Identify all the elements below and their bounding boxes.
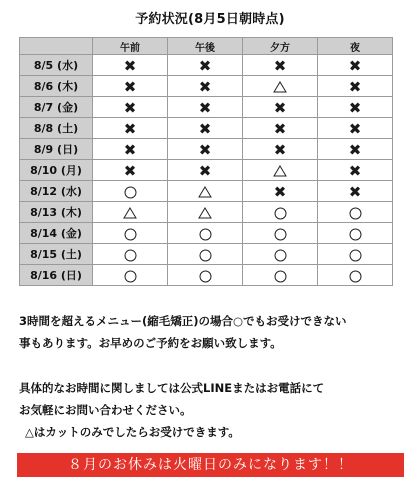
slot-night [318,223,393,244]
notice-line: 事もあります。お早めのご予約をお願い致します。 [19,336,282,350]
unavailable-mark: ✖ [273,140,287,159]
column-header-date [20,38,93,55]
slot-evening [243,202,318,223]
table-row [20,139,393,160]
slot-night [318,244,393,265]
slot-evening [243,244,318,265]
column-header-afternoon: 午後 [168,38,243,55]
unavailable-mark: ✖ [198,77,212,96]
row-date: 8/12 (水) [20,181,93,202]
unavailable-mark: ✖ [273,56,287,75]
slot-night [318,181,393,202]
row-date: 8/9 (日) [20,139,93,160]
column-header-evening: 夕方 [243,38,318,55]
column-header-morning: 午前 [93,38,168,55]
unavailable-mark: ✖ [198,56,212,75]
slot-evening [243,181,318,202]
slot-afternoon [168,265,243,286]
available-mark [199,249,212,262]
table-row [20,265,393,286]
unavailable-mark: ✖ [348,161,362,180]
unavailable-mark: ✖ [198,119,212,138]
slot-evening [243,118,318,139]
row-date: 8/8 (土) [20,118,93,139]
row-date: 8/6 (木) [20,76,93,97]
unavailable-mark: ✖ [273,98,287,117]
notice-booking [19,310,409,354]
slot-morning [93,244,168,265]
slot-evening [243,223,318,244]
slot-night [318,118,393,139]
notice-line: 具体的なお時間に関しましては公式LINEまたはお電話にて [19,381,325,395]
available-mark [349,207,362,220]
slot-morning [93,55,168,76]
unavailable-mark: ✖ [198,98,212,117]
slot-morning [93,97,168,118]
table-row [20,76,393,97]
unavailable-mark: ✖ [348,98,362,117]
slot-night [318,160,393,181]
available-mark [349,270,362,283]
slot-evening [243,55,318,76]
slot-afternoon [168,139,243,160]
slot-evening [243,139,318,160]
slot-afternoon [168,244,243,265]
table-header-row [20,38,393,55]
available-mark [274,249,287,262]
table-row [20,160,393,181]
slot-afternoon [168,76,243,97]
unavailable-mark: ✖ [348,119,362,138]
table-body [20,55,393,286]
slot-night [318,139,393,160]
notice-line: お気軽にお問い合わせください。 [19,403,192,417]
slot-morning [93,223,168,244]
unavailable-mark: ✖ [123,77,137,96]
unavailable-mark: ✖ [348,182,362,201]
unavailable-mark: ✖ [123,56,137,75]
slot-afternoon [168,118,243,139]
slot-afternoon [168,181,243,202]
table-row [20,202,393,223]
limited-mark [123,207,137,219]
limited-mark [273,165,287,177]
row-date: 8/10 (月) [20,160,93,181]
row-date: 8/7 (金) [20,97,93,118]
row-date: 8/13 (木) [20,202,93,223]
slot-afternoon [168,202,243,223]
slot-night [318,76,393,97]
slot-morning [93,76,168,97]
column-header-night: 夜 [318,38,393,55]
row-date: 8/14 (金) [20,223,93,244]
limited-mark [198,186,212,198]
available-mark [124,186,137,199]
slot-morning [93,118,168,139]
slot-night [318,265,393,286]
row-date: 8/15 (土) [20,244,93,265]
table-row [20,118,393,139]
available-mark [199,228,212,241]
page-title: 予約状況(8月5日朝時点) [135,12,285,27]
holiday-banner: ８月のお休みは火曜日のみになります！！ [17,453,404,477]
slot-night [318,202,393,223]
available-mark [274,207,287,220]
slot-afternoon [168,160,243,181]
slot-evening [243,265,318,286]
available-mark [349,249,362,262]
slot-morning [93,202,168,223]
slot-night [318,55,393,76]
slot-afternoon [168,55,243,76]
slot-evening [243,76,318,97]
available-mark [124,249,137,262]
slot-morning [93,160,168,181]
slot-night [318,97,393,118]
limited-mark [273,81,287,93]
table-row [20,244,393,265]
reservation-table [19,37,393,286]
unavailable-mark: ✖ [123,119,137,138]
notice-line: △はカットのみでしたらお受けできます。 [25,425,240,439]
notice-line: 3時間を超えるメニュー(縮毛矯正)の場合○でもお受けできない [19,314,347,328]
slot-evening [243,97,318,118]
slot-morning [93,181,168,202]
unavailable-mark: ✖ [198,161,212,180]
unavailable-mark: ✖ [198,140,212,159]
table-row [20,181,393,202]
available-mark [199,270,212,283]
limited-mark [198,207,212,219]
available-mark [349,228,362,241]
row-date: 8/5 (水) [20,55,93,76]
notice-contact [19,377,409,443]
unavailable-mark: ✖ [273,182,287,201]
available-mark [274,270,287,283]
table-row [20,55,393,76]
slot-morning [93,265,168,286]
table-row [20,223,393,244]
unavailable-mark: ✖ [123,98,137,117]
slot-afternoon [168,97,243,118]
unavailable-mark: ✖ [348,77,362,96]
unavailable-mark: ✖ [123,161,137,180]
unavailable-mark: ✖ [348,140,362,159]
row-date: 8/16 (日) [20,265,93,286]
available-mark [274,228,287,241]
slot-morning [93,139,168,160]
unavailable-mark: ✖ [348,56,362,75]
slot-afternoon [168,223,243,244]
table-row [20,97,393,118]
available-mark [124,228,137,241]
unavailable-mark: ✖ [273,119,287,138]
available-mark [124,270,137,283]
slot-evening [243,160,318,181]
unavailable-mark: ✖ [123,140,137,159]
